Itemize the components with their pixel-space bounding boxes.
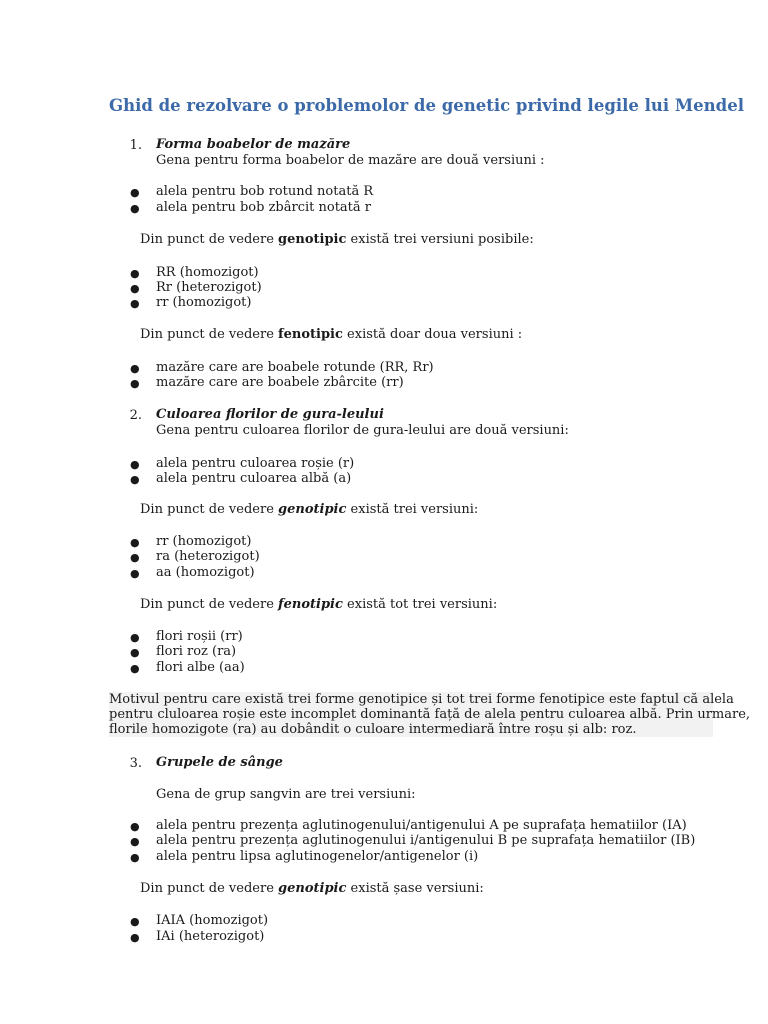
list-item: rr (homozigot) bbox=[156, 534, 252, 549]
section-intro-3: Gena de grup sangvin are trei versiuni: bbox=[156, 787, 416, 802]
bullet-icon: ● bbox=[130, 851, 140, 864]
section-heading-1: Forma boabelor de mazăre bbox=[156, 137, 351, 152]
bullet-icon: ● bbox=[130, 551, 140, 564]
list-item: alela pentru culoarea albă (a) bbox=[156, 471, 352, 486]
explanation-paragraph bbox=[109, 692, 751, 737]
list-item: flori albe (aa) bbox=[156, 660, 245, 675]
genotype-sentence: Din punct de vedere genotipic există trei versiuni: bbox=[140, 502, 479, 517]
bullet-icon: ● bbox=[130, 931, 140, 944]
bullet-icon: ● bbox=[130, 820, 140, 833]
paragraph-line: florile homozigote (ra) au dobândit o culoare intermediară între roșu și alb: roz. bbox=[109, 722, 637, 737]
bullet-icon: ● bbox=[130, 915, 140, 928]
list-item: mazăre care are boabele rotunde (RR, Rr) bbox=[156, 360, 434, 375]
section-intro-1: Gena pentru forma boabelor de mazăre are două versiuni : bbox=[156, 153, 545, 168]
list-item: alela pentru bob zbârcit notată r bbox=[156, 200, 372, 215]
list-item: alela pentru lipsa aglutinogenelor/antigenelor (i) bbox=[156, 849, 479, 864]
bullet-icon: ● bbox=[130, 835, 140, 848]
list-item: IAIA (homozigot) bbox=[156, 913, 269, 928]
list-item: flori roz (ra) bbox=[156, 644, 237, 659]
list-item: alela pentru culoarea roșie (r) bbox=[156, 456, 355, 471]
bullet-icon: ● bbox=[130, 473, 140, 486]
section-heading-3: Grupele de sânge bbox=[156, 755, 283, 770]
bullet-icon: ● bbox=[130, 536, 140, 549]
genotype-sentence: Din punct de vedere genotipic există șase versiuni: bbox=[140, 881, 484, 896]
list-item: aa (homozigot) bbox=[156, 565, 255, 580]
bullet-icon: ● bbox=[130, 377, 140, 390]
phenotype-sentence: Din punct de vedere fenotipic există tot trei versiuni: bbox=[140, 597, 498, 612]
list-item: alela pentru bob rotund notată R bbox=[156, 184, 374, 199]
bullet-icon: ● bbox=[130, 631, 140, 644]
section-number: 1. bbox=[129, 138, 142, 153]
bullet-icon: ● bbox=[130, 202, 140, 215]
bullet-icon: ● bbox=[130, 458, 140, 471]
bullet-icon: ● bbox=[130, 282, 140, 295]
bullet-icon: ● bbox=[130, 186, 140, 199]
list-item: ra (heterozigot) bbox=[156, 549, 260, 564]
section-intro-2: Gena pentru culoarea florilor de gura-leului are două versiuni: bbox=[156, 423, 569, 438]
bullet-icon: ● bbox=[130, 567, 140, 580]
bullet-icon: ● bbox=[130, 267, 140, 280]
list-item: mazăre care are boabele zbârcite (rr) bbox=[156, 375, 404, 390]
list-item: IAi (heterozigot) bbox=[156, 929, 265, 944]
list-item: flori roșii (rr) bbox=[156, 629, 243, 644]
section-number: 3. bbox=[129, 756, 142, 771]
genotype-sentence: Din punct de vedere genotipic există trei versiuni posibile: bbox=[140, 232, 534, 247]
bullet-icon: ● bbox=[130, 362, 140, 375]
paragraph-line: Motivul pentru care există trei forme genotipice și tot trei forme fenotipice este faptul că alela bbox=[109, 692, 734, 707]
document-title: Ghid de rezolvare o problemolor de genetic privind legile lui Mendel bbox=[109, 96, 744, 115]
list-item: alela pentru prezența aglutinogenului/antigenului A pe suprafața hematiilor (IA) bbox=[156, 818, 687, 833]
section-heading-2: Culoarea florilor de gura-leului bbox=[156, 407, 384, 422]
bullet-icon: ● bbox=[130, 662, 140, 675]
bullet-icon: ● bbox=[130, 646, 140, 659]
phenotype-sentence: Din punct de vedere fenotipic există doar doua versiuni : bbox=[140, 327, 523, 342]
section-number: 2. bbox=[129, 408, 142, 423]
list-item: alela pentru prezența aglutinogenului i/antigenului B pe suprafața hematiilor (IB) bbox=[156, 833, 696, 848]
list-item: rr (homozigot) bbox=[156, 295, 252, 310]
list-item: RR (homozigot) bbox=[156, 265, 259, 280]
bullet-icon: ● bbox=[130, 297, 140, 310]
list-item: Rr (heterozigot) bbox=[156, 280, 262, 295]
paragraph-line: pentru cluloarea roșie este incomplet dominantă față de alela pentru culoarea albă. Prin urmare, bbox=[109, 707, 751, 722]
